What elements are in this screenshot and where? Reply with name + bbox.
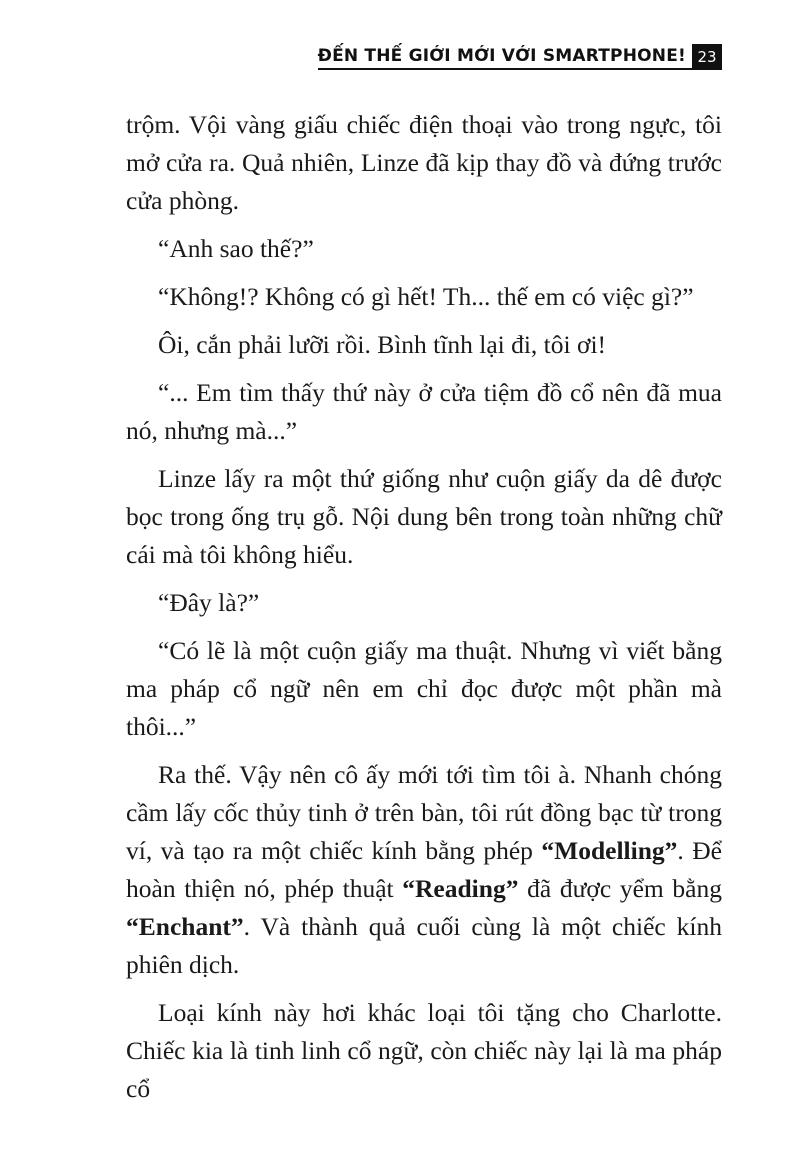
paragraph: [126, 326, 722, 364]
text-run: “Anh sao thế?”: [158, 234, 314, 263]
paragraph: [126, 278, 722, 316]
paragraph: [126, 374, 722, 450]
paragraph: [126, 584, 722, 622]
running-header: [318, 44, 722, 70]
text-run: . Để hoàn thiện nó, phép thuật: [126, 836, 723, 903]
text-run: trộm. Vội vàng giấu chiếc điện thoại vào trong ngực, tôi mở cửa ra. Quả nhiên, Linze đã kịp thay đồ và đứng trước cửa phòng.: [126, 110, 722, 215]
text-run: Ôi, cắn phải lưỡi rồi. Bình tĩnh lại đi, tôi ơi!: [158, 330, 607, 359]
paragraph: [126, 230, 722, 268]
text-run: “Đây là?”: [158, 588, 260, 617]
text-run: Ra thế. Vậy nên cô ấy mới tới tìm tôi à. Nhanh chóng cầm lấy cốc thủy tinh ở trên bàn, tôi rút đồng bạc từ trong ví, và tạo ra một chiếc kính bằng phép: [126, 760, 722, 865]
paragraph: [126, 460, 722, 574]
text-run: “Có lẽ là một cuộn giấy ma thuật. Nhưng vì viết bằng ma pháp cổ ngữ nên em chỉ đọc được một phần mà thôi...”: [126, 636, 722, 741]
paragraph: [126, 632, 722, 746]
paragraph: [126, 994, 722, 1108]
text-run: “Không!? Không có gì hết! Th... thế em có việc gì?”: [158, 282, 694, 311]
page-body-text: [126, 106, 722, 1108]
spell-name: “Reading”: [402, 874, 519, 903]
paragraph: [126, 756, 722, 984]
spell-name: “Modelling”: [541, 836, 678, 865]
page-number: 23: [692, 44, 722, 70]
text-run: “... Em tìm thấy thứ này ở cửa tiệm đồ cổ nên đã mua nó, nhưng mà...”: [126, 378, 722, 445]
spell-name: “Enchant”: [126, 912, 244, 941]
paragraph: [126, 106, 722, 220]
text-run: đã được yểm bằng: [518, 874, 722, 903]
text-run: . Và thành quả cuối cùng là một chiếc kính phiên dịch.: [126, 912, 722, 979]
text-run: Loại kính này hơi khác loại tôi tặng cho Charlotte. Chiếc kia là tinh linh cổ ngữ, còn chiếc này lại là ma pháp cổ: [126, 998, 722, 1103]
book-title-header: ĐẾN THẾ GIỚI MỚI VỚI SMARTPHONE!: [318, 44, 692, 70]
text-run: Linze lấy ra một thứ giống như cuộn giấy da dê được bọc trong ống trụ gỗ. Nội dung bên trong toàn những chữ cái mà tôi không hiểu.: [126, 464, 722, 569]
